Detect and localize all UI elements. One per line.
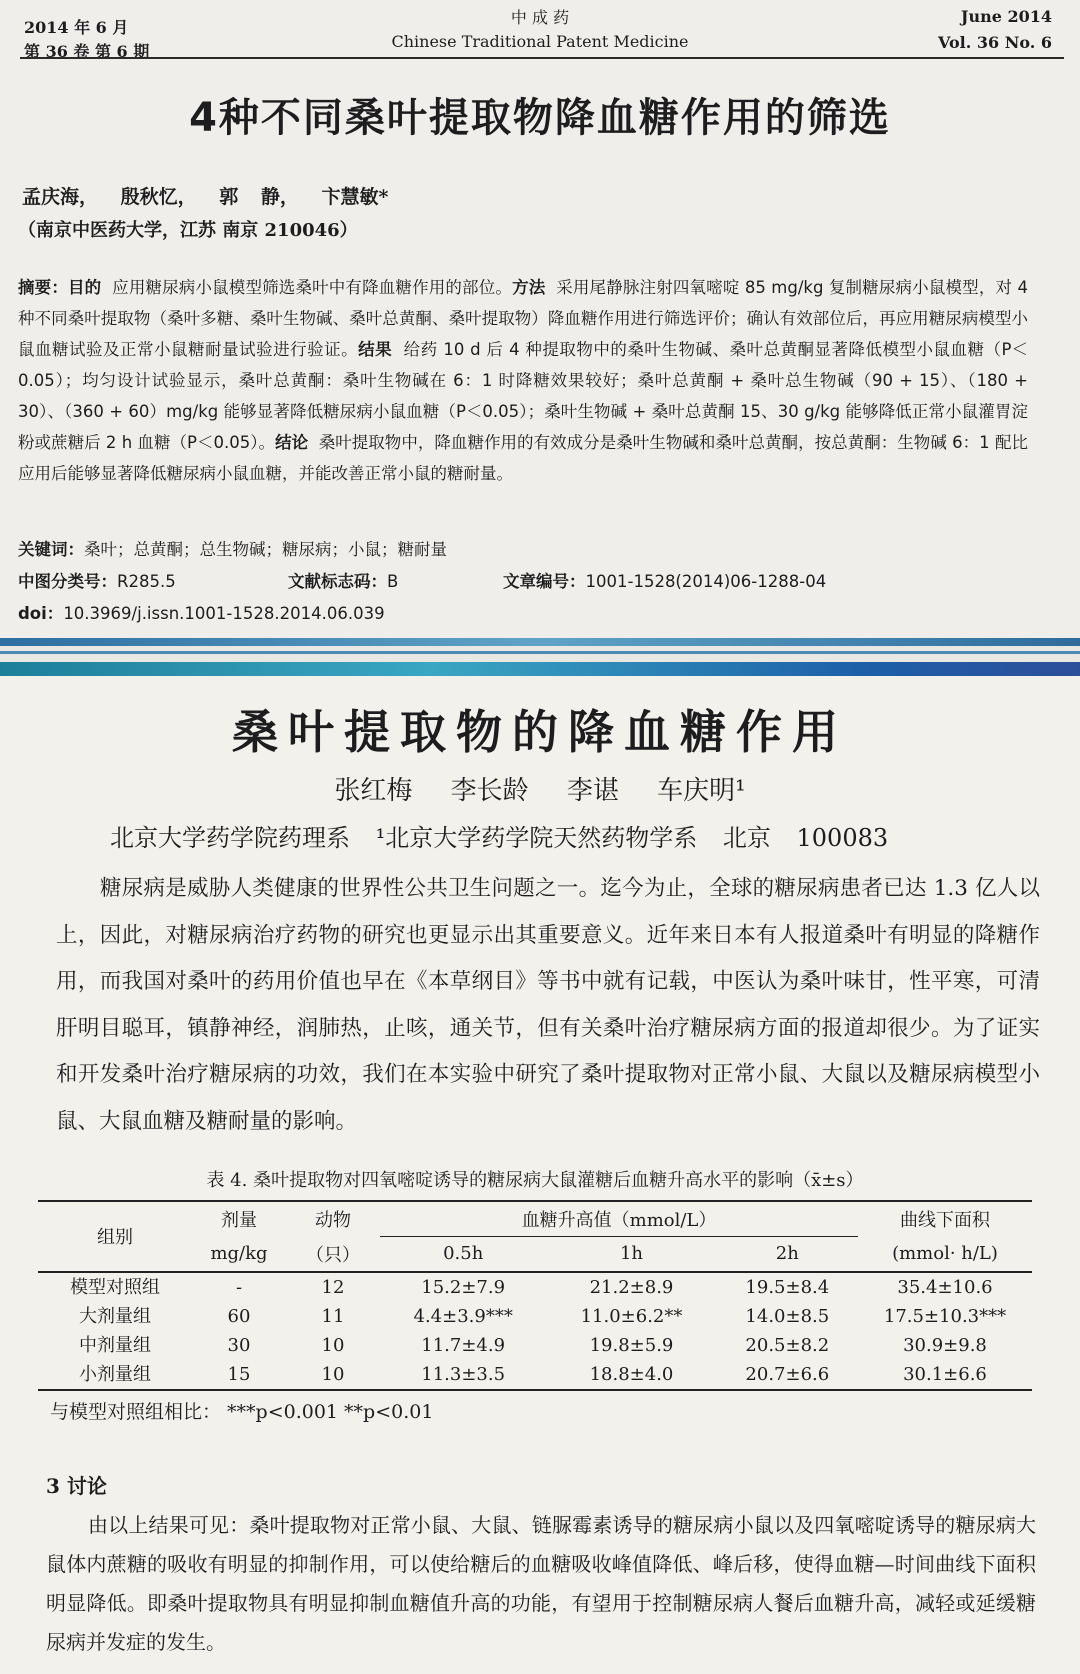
article-2-intro: 糖尿病是威胁人类健康的世界性公共卫生问题之一。迄今为止，全球的糖尿病患者已达 1.3 亿人以上，因此，对糖尿病治疗药物的研究也更显示出其重要意义。近年来日本有人报道桑叶有明显的降糖作用，而我国对桑叶的药用价值也早在《本草纲目》等书中就有记载，中医认为桑叶味甘，性平寒，可清肝明目聪耳，镇静神经，润肺热，止咳，通关节，但有关桑叶治疗糖尿病方面的报道却很少。为了证实和开发桑叶治疗糖尿病的功效，我们在本实验中研究了桑叶提取物对正常小鼠、大鼠以及糖尿病模型小鼠、大鼠血糖及糖耐量的影响。 bbox=[56, 876, 1040, 1134]
doi-label: doi： bbox=[18, 604, 64, 623]
cell-h05: 4.4±3.9*** bbox=[413, 1305, 513, 1327]
cell-h2: 14.0±8.5 bbox=[745, 1305, 830, 1327]
col-auc: 曲线下面积 bbox=[858, 1201, 1032, 1237]
cell-n: 10 bbox=[321, 1334, 345, 1356]
article-2-affiliation: 北京大学药学院药理系 ¹北京大学药学院天然药物学系 北京 100083 bbox=[110, 824, 889, 852]
article-no-value: 1001-1528(2014)06-1288-04 bbox=[585, 572, 827, 591]
article-1-meta bbox=[18, 568, 1028, 592]
col-group: 组别 bbox=[38, 1201, 192, 1272]
doc-code-value: B bbox=[387, 572, 399, 591]
cell-h2: 19.5±8.4 bbox=[717, 1272, 858, 1302]
article-1-title: 4种不同桑叶提取物降血糖作用的筛选 bbox=[189, 95, 891, 141]
keywords-label: 关键词： bbox=[18, 540, 84, 559]
cell-h2: 20.7±6.6 bbox=[717, 1360, 858, 1390]
article-1-doi bbox=[18, 600, 385, 624]
divider-band bbox=[0, 638, 1080, 646]
cell-auc: 30.9±9.8 bbox=[903, 1334, 987, 1356]
article-2-clipping bbox=[0, 676, 1080, 1674]
cell-dose: 15 bbox=[192, 1360, 286, 1390]
cell-dose: 30 bbox=[227, 1334, 251, 1356]
abstract-methods-label: 方法 bbox=[512, 278, 546, 297]
cell-h2: 20.5±8.2 bbox=[745, 1334, 830, 1356]
abstract-methods: 采用尾静脉注射四氧嘧啶 85 mg/kg 复制糖尿病小鼠模型，对 4 种不同桑叶提取物（桑叶多糖、桑叶生物碱、桑叶总黄酮、桑叶提取物）降血糖作用进行筛选评价；确认有效部位后，再应用糖尿病模型小鼠血糖试验及正常小鼠糖耐量试验进行验证。 bbox=[18, 278, 1029, 359]
abstract-results: 给药 10 d 后 4 种提取物中的桑叶生物碱、桑叶总黄酮显著降低模型小鼠血糖（P＜0.05）；均匀设计试验显示，桑叶总黄酮：桑叶生物碱在 6：1 时降糖效果较好；桑叶总黄酮 + 桑叶总生物碱（90 + 15）、（180 + 30）、（360 + 60）mg/kg 能够显著降低糖尿病小鼠血糖（P＜0.05）；桑叶生物碱 + 桑叶总黄酮 15、30 g/kg 能够降低正常小鼠灌胃淀粉或蔗糖后 2 h 血糖（P＜0.05）。 bbox=[18, 340, 1029, 452]
cell-group: 中剂量组 bbox=[79, 1334, 151, 1356]
article-no-label: 文章编号： bbox=[503, 572, 586, 591]
section-heading: 3 讨论 bbox=[46, 1474, 107, 1498]
article-1-abstract bbox=[18, 272, 1028, 489]
col-t1: 0.5h bbox=[443, 1243, 484, 1265]
data-table bbox=[38, 1200, 1032, 1391]
abstract-label: 摘要： bbox=[18, 278, 68, 297]
journal-name-cn: 中 成 药 bbox=[510, 8, 570, 27]
cell-n: 10 bbox=[286, 1360, 380, 1390]
abstract-conclusion-label: 结论 bbox=[275, 433, 309, 452]
clc-label: 中图分类号： bbox=[18, 572, 117, 591]
article-2-title: 桑叶提取物的降血糖作用 bbox=[232, 705, 848, 759]
clc-cell bbox=[18, 568, 288, 592]
cell-h1: 19.8±5.9 bbox=[589, 1334, 674, 1356]
col-glucose: 血糖升高值（mmol/L） bbox=[380, 1201, 858, 1237]
header-right bbox=[938, 4, 1052, 56]
article-1-authors: 孟庆海， 殷秋忆， 郭 静， 卞慧敏* bbox=[22, 186, 389, 208]
article-1-keywords bbox=[18, 536, 447, 560]
abstract-purpose-label: 目的 bbox=[68, 278, 102, 297]
discussion-paragraph: 由以上结果可见：桑叶提取物对正常小鼠、大鼠、链脲霉素诱导的糖尿病小鼠以及四氧嘧啶诱导的糖尿病大鼠体内蔗糖的吸收有明显的抑制作用，可以使给糖后的血糖吸收峰值降低、峰后移，使得血糖—时间曲线下面积明显降低。即桑叶提取物具有明显抑制血糖值升高的功能，有望用于控制糖尿病人餐后血糖升高，减轻或延缓糖尿病并发症的发生。 bbox=[46, 1513, 1036, 1654]
abstract-conclusion: 桑叶提取物中，降血糖作用的有效成分是桑叶生物碱和桑叶总黄酮，按总黄酮：生物碱 6：1 配比应用后能够显著降低糖尿病小鼠血糖，并能改善正常小鼠的糖耐量。 bbox=[18, 433, 1028, 483]
header-date: 2014 年 6 月 bbox=[24, 18, 129, 37]
journal-name-en: Chinese Traditional Patent Medicine bbox=[391, 32, 689, 51]
header-volume-en: Vol. 36 No. 6 bbox=[938, 33, 1052, 52]
header-date-en: June 2014 bbox=[960, 7, 1052, 26]
running-header bbox=[20, 4, 1060, 60]
divider-band-thin bbox=[0, 651, 1080, 654]
clc-value: R285.5 bbox=[117, 572, 176, 591]
table-row bbox=[38, 1302, 1032, 1331]
doi-value: 10.3969/j.issn.1001-1528.2014.06.039 bbox=[63, 604, 385, 623]
cell-group: 模型对照组 bbox=[38, 1272, 192, 1302]
cell-n: 11 bbox=[321, 1305, 345, 1327]
cell-auc: 17.5±10.3*** bbox=[883, 1305, 1007, 1327]
cell-group: 小剂量组 bbox=[38, 1360, 192, 1390]
article-2-authors: 张红梅 李长龄 李谌 车庆明¹ bbox=[334, 776, 746, 806]
table-note: 与模型对照组相比： ***p<0.001 **p<0.01 bbox=[50, 1400, 434, 1423]
cell-h1: 11.0±6.2** bbox=[580, 1305, 683, 1327]
doc-code-label: 文献标志码： bbox=[288, 572, 387, 591]
cell-dose: 60 bbox=[227, 1305, 251, 1327]
header-rule bbox=[20, 57, 1064, 59]
col-animals-unit: （只） bbox=[306, 1244, 360, 1266]
table-row bbox=[38, 1272, 1032, 1302]
article-1-clipping bbox=[0, 0, 1080, 642]
divider-band-wide bbox=[0, 662, 1080, 676]
table-row bbox=[38, 1331, 1032, 1360]
cell-n: 12 bbox=[286, 1272, 380, 1302]
cell-h05: 11.7±4.9 bbox=[421, 1334, 506, 1356]
col-t3: 2h bbox=[775, 1243, 799, 1265]
abstract-results-label: 结果 bbox=[358, 340, 393, 359]
col-animals: 动物 bbox=[286, 1201, 380, 1237]
cell-h05: 11.3±3.5 bbox=[380, 1360, 546, 1390]
cell-group: 大剂量组 bbox=[79, 1305, 151, 1327]
cell-h1: 21.2±8.9 bbox=[546, 1272, 716, 1302]
cell-dose: - bbox=[192, 1272, 286, 1302]
header-center bbox=[20, 6, 1060, 54]
abstract-purpose: 应用糖尿病小鼠模型筛选桑叶中有降血糖作用的部位。 bbox=[112, 278, 513, 297]
article-no-cell bbox=[503, 568, 826, 592]
keywords-value: 桑叶；总黄酮；总生物碱；糖尿病；小鼠；糖耐量 bbox=[84, 540, 447, 559]
doc-code-cell bbox=[288, 568, 503, 592]
cell-h05: 15.2±7.9 bbox=[380, 1272, 546, 1302]
cell-h1: 18.8±4.0 bbox=[546, 1360, 716, 1390]
col-t2: 1h bbox=[619, 1243, 644, 1265]
col-auc-unit: (mmol· h/L) bbox=[892, 1243, 998, 1264]
table-caption: 表 4. 桑叶提取物对四氧嘧啶诱导的糖尿病大鼠灌糖后血糖升高水平的影响（x̄±s） bbox=[206, 1170, 864, 1191]
cell-auc: 30.1±6.6 bbox=[858, 1360, 1032, 1390]
article-1-affiliation: （南京中医药大学，江苏 南京 210046） bbox=[18, 220, 358, 241]
col-dose-unit: mg/kg bbox=[210, 1243, 268, 1264]
table-row bbox=[38, 1360, 1032, 1390]
col-dose: 剂量 bbox=[192, 1201, 286, 1237]
cell-auc: 35.4±10.6 bbox=[858, 1272, 1032, 1302]
table-4 bbox=[38, 1166, 1032, 1424]
header-volume: 第 36 卷 第 6 期 bbox=[24, 42, 150, 61]
